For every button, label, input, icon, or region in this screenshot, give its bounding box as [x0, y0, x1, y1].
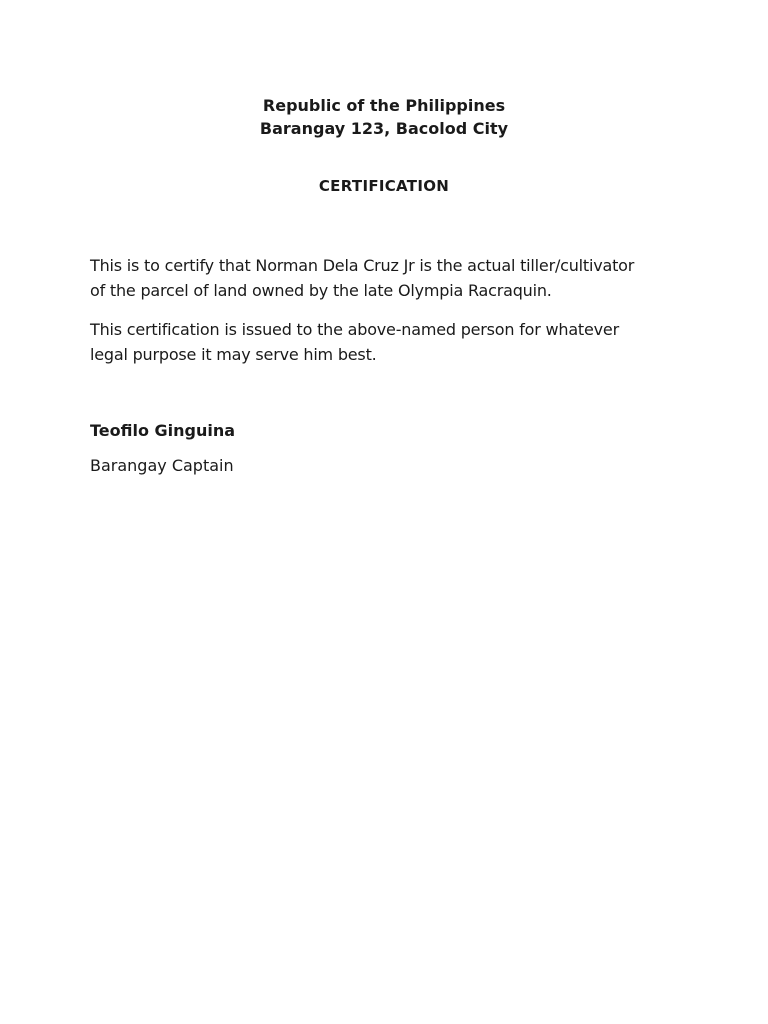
document-title: CERTIFICATION	[318, 177, 450, 195]
header-barangay: Barangay 123, Bacolod City	[259, 119, 509, 138]
signatory-position: Barangay Captain	[90, 456, 234, 475]
document-header	[0, 94, 768, 140]
paragraph-line: legal purpose it may serve him best.	[90, 345, 377, 364]
header-country: Republic of the Philippines	[262, 96, 506, 115]
paragraph-line: of the parcel of land owned by the late Olympia Racraquin.	[90, 281, 552, 300]
paragraph-line: This certification is issued to the above-named person for whatever	[90, 320, 619, 339]
signatory-name: Teofilo Ginguina	[90, 421, 236, 440]
purpose-paragraph	[90, 317, 690, 367]
paragraph-line: This is to certify that Norman Dela Cruz Jr is the actual tiller/cultivator	[90, 256, 635, 275]
certification-paragraph	[90, 253, 690, 303]
